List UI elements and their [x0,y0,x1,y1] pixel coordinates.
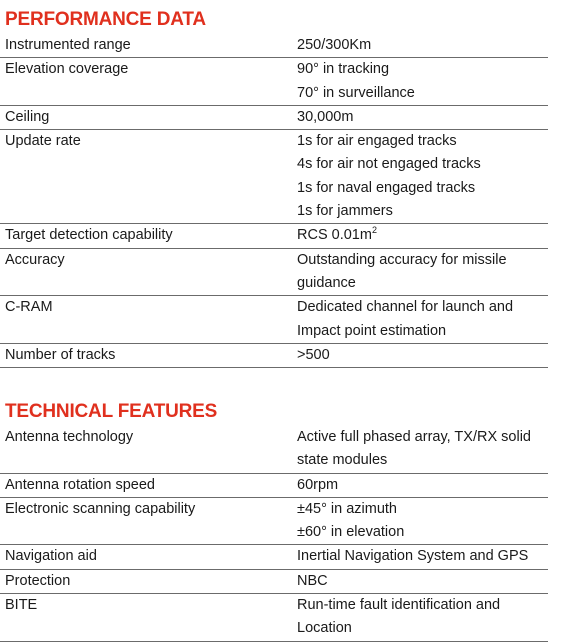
spec-value-line: Location [297,620,352,637]
spec-label: Antenna technology [0,426,297,473]
spec-row [0,248,548,296]
spec-row [0,497,548,545]
superscript: 2 [371,225,377,236]
section-title: PERFORMANCE DATA [5,9,206,30]
spec-value [297,224,548,248]
spec-value [297,58,548,106]
spec-value-line: 4s for air not engaged tracks [297,156,481,173]
spec-value-line: 60rpm [297,476,339,493]
spec-label: Accuracy [0,248,297,296]
spec-value-line: Impact point estimation [297,322,447,339]
spec-row [0,224,548,248]
spec-value-line: >500 [297,346,330,363]
spec-row [0,343,548,367]
spec-label: Elevation coverage [0,58,297,106]
spec-label: BITE [0,594,297,642]
spec-row [0,473,548,497]
spec-value [297,130,548,224]
spec-label: Antenna rotation speed [0,473,297,497]
spec-value [297,248,548,296]
spec-row [0,569,548,593]
spec-value [297,497,548,545]
spec-value [297,594,548,642]
spec-value-line: ±45° in azimuth [297,500,397,517]
spec-value-line: 30,000m [297,108,354,125]
spec-value-line: Dedicated channel for launch and [297,299,514,316]
spec-value-line: 250/300Km [297,37,372,53]
spec-row [0,426,548,473]
spec-label: Navigation aid [0,545,297,569]
spec-value-line: Active full phased array, TX/RX solid [297,429,531,445]
spec-value-line: guidance [297,274,356,291]
spec-value [297,343,548,367]
spec-value-line: Inertial Navigation System and GPS [297,548,529,565]
spec-value [297,545,548,569]
spec-row [0,34,548,58]
spec-label: Electronic scanning capability [0,497,297,545]
spec-value [297,34,548,58]
spec-value-line: Run-time fault identification and [297,597,501,614]
spec-value-line: 70° in surveillance [297,84,415,101]
spec-label: Instrumented range [0,34,297,58]
spec-value-line: NBC [297,572,328,589]
spec-value-line: 1s for naval engaged tracks [297,179,476,196]
spec-value [297,569,548,593]
spec-label: Number of tracks [0,343,297,367]
spec-value-line: 1s for air engaged tracks [297,133,457,150]
spec-value [297,105,548,129]
spec-label: Target detection capability [0,224,297,248]
spec-value [297,473,548,497]
spec-value-line: RCS $0.01m^2$ [297,225,377,244]
spec-table [0,426,548,642]
section-title: TECHNICAL FEATURES [5,401,218,422]
spec-table [0,34,548,368]
spec-value-line: state modules [297,452,388,469]
spec-value [297,296,548,344]
spec-row [0,130,548,224]
spec-row [0,58,548,106]
spec-label: C-RAM [0,296,297,344]
spec-label: Ceiling [0,105,297,129]
spec-row [0,105,548,129]
spec-value-line: 1s for jammers [297,203,393,220]
spec-row [0,594,548,642]
spec-row [0,545,548,569]
spec-value [297,426,548,473]
spec-label: Update rate [0,130,297,224]
spec-value-line: Outstanding accuracy for missile [297,251,507,268]
spec-value-line: ±60° in elevation [297,524,405,541]
spec-label: Protection [0,569,297,593]
spec-row [0,296,548,344]
spec-value-line: 90° in tracking [297,61,390,78]
